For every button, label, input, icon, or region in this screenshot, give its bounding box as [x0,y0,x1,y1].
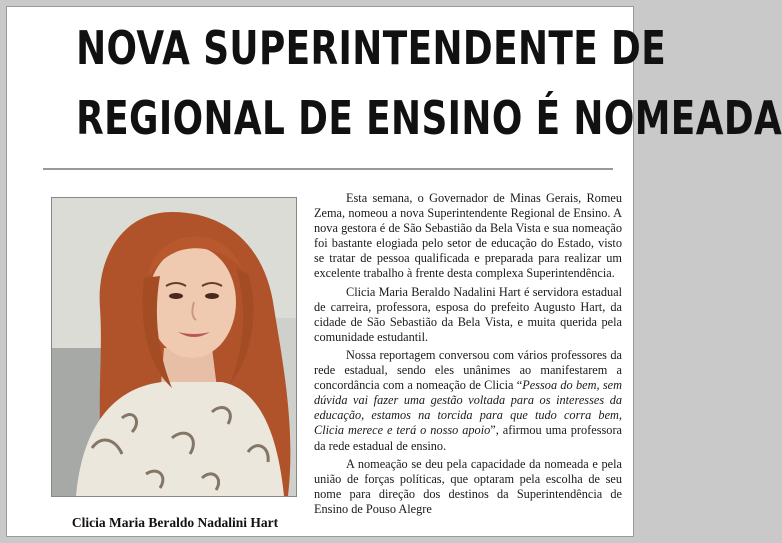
headline [7,21,782,145]
paragraph-3-ending: ”, afirmou uma professora da rede estadual de ensino. [314,423,622,453]
article-paragraph-4: A nomeação se deu pela capacidade da nomeada e pela união de forças políticas, que optaram pela escolha de seu nome para direção dos destinos da Superintendência de Ensino de Pouso Alegre [314,456,622,516]
photo-caption: Clicia Maria Beraldo Nadalini Hart [71,515,279,530]
teacher-quote: Pessoa do bem, sem dúvida vai fazer uma gestão voltada para os interesses da educação, estamos na torcida para que tudo corra bem, Clicia merece e terá o nosso apoio [314,378,622,438]
article-paragraph-2: Clicia Maria Beraldo Nadalini Hart é servidora estadual de carreira, professora, esposa do prefeito Augusto Hart, da cidade de São Sebastião da Bela Vista, e muita querida pela comunidade estudantil. [314,284,622,344]
article-paragraph-3 [314,348,622,454]
headline-divider [43,168,613,170]
portrait-photo [51,197,297,497]
paragraph-3-intro: Nossa reportagem conversou com vários professores da rede estadual, sendo eles unânimes ao manifestarem a concordância com a nomeação de Clicia “ [314,347,622,393]
headline-line-1: NOVA SUPERINTENDENTE DE [76,21,667,75]
article-paragraph-1: Esta semana, o Governador de Minas Gerais, Romeu Zema, nomeou a nova Superintendente Regional de Ensino. A nova gestora é de São Sebastião da Bela Vista e sua nomeação foi bastante elogiada pelo setor de educação do Estado, visto se tratar de pessoa qualificada e preparada para realizar um excelente trabalho à frente desta complexa Superintendência. [314,191,622,281]
article-body [314,191,622,517]
newspaper-page [6,6,782,537]
headline-line-2: REGIONAL DE ENSINO É NOMEADA [76,91,782,145]
